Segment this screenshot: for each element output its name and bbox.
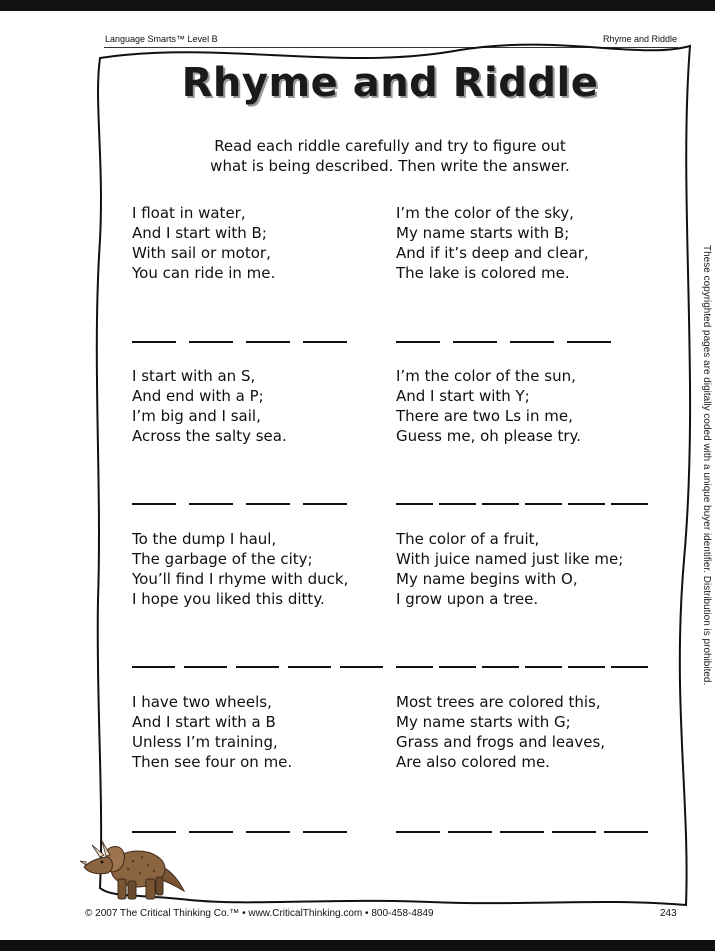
instructions-line-2: what is being described. Then write the answer. (210, 157, 570, 175)
riddle-4 (396, 366, 581, 446)
riddle-1 (132, 203, 275, 283)
riddle-5 (132, 529, 348, 609)
footer-page-number: 243 (660, 908, 677, 919)
riddle-line: I start with an S, (132, 367, 256, 385)
footer-copyright: © 2007 The Critical Thinking Co.™ • www.CriticalThinking.com • 800-458-4849 (85, 908, 434, 919)
answer-blank[interactable] (525, 503, 562, 505)
header-right-label: Rhyme and Riddle (602, 34, 677, 44)
riddle-line: There are two Ls in me, (396, 407, 573, 425)
riddle-line: To the dump I haul, (132, 530, 277, 548)
answer-blank[interactable] (439, 666, 476, 668)
answer-blank[interactable] (184, 666, 227, 668)
answer-blank[interactable] (396, 503, 433, 505)
answer-blank[interactable] (303, 831, 347, 833)
side-copyright-note (700, 245, 712, 705)
riddle-line: You can ride in me. (132, 264, 276, 282)
answer-blank[interactable] (288, 666, 331, 668)
answer-blank[interactable] (189, 503, 233, 505)
riddle-3 (132, 366, 287, 446)
answer-blank[interactable] (189, 341, 233, 343)
answer-blank[interactable] (396, 666, 433, 668)
answer-blank[interactable] (568, 666, 605, 668)
riddle-line: I’m big and I sail, (132, 407, 261, 425)
answer-blank[interactable] (396, 831, 440, 833)
riddle-line: With juice named just like me; (396, 550, 624, 568)
answer-blank[interactable] (246, 831, 290, 833)
answer-blank[interactable] (132, 503, 176, 505)
answer-blank[interactable] (611, 503, 648, 505)
riddle-line: Then see four on me. (132, 753, 293, 771)
riddle-line: I’m the color of the sky, (396, 204, 574, 222)
answer-blank[interactable] (568, 503, 605, 505)
answer-blank[interactable] (189, 831, 233, 833)
answer-blanks-4[interactable] (396, 503, 648, 505)
riddle-line: I hope you liked this ditty. (132, 590, 325, 608)
riddle-7 (132, 692, 292, 772)
answer-blanks-6[interactable] (396, 666, 648, 668)
answer-blank[interactable] (132, 341, 176, 343)
riddle-line: I grow upon a tree. (396, 590, 539, 608)
answer-blank[interactable] (236, 666, 279, 668)
answer-blank[interactable] (396, 341, 440, 343)
page-title: Rhyme and Riddle (181, 60, 599, 106)
answer-blanks-2[interactable] (396, 341, 611, 343)
answer-blank[interactable] (525, 666, 562, 668)
side-copyright-text: These copyrighted pages are digitally coded with a unique buyer identifier. Distribution is prohibited. (701, 245, 712, 686)
answer-blank[interactable] (611, 666, 648, 668)
riddle-line: Grass and frogs and leaves, (396, 733, 606, 751)
riddle-line: I float in water, (132, 204, 246, 222)
riddle-line: And if it’s deep and clear, (396, 244, 589, 262)
bottom-border-bar (0, 940, 715, 951)
riddle-line: And I start with Y; (396, 387, 530, 405)
answer-blank[interactable] (246, 341, 290, 343)
riddle-line: And I start with B; (132, 224, 267, 242)
triceratops-icon (78, 835, 188, 905)
header-left-label: Language Smarts™ Level B (105, 34, 218, 44)
answer-blank[interactable] (453, 341, 497, 343)
riddle-line: Guess me, oh please try. (396, 427, 582, 445)
instructions (150, 136, 630, 176)
riddle-line: With sail or motor, (132, 244, 271, 262)
answer-blanks-7[interactable] (132, 831, 347, 833)
answer-blank[interactable] (132, 831, 176, 833)
answer-blank[interactable] (132, 666, 175, 668)
answer-blank[interactable] (482, 666, 519, 668)
answer-blanks-3[interactable] (132, 503, 347, 505)
answer-blank[interactable] (552, 831, 596, 833)
answer-blank[interactable] (303, 503, 347, 505)
answer-blank[interactable] (439, 503, 476, 505)
riddle-line: Across the salty sea. (132, 427, 287, 445)
answer-blank[interactable] (340, 666, 383, 668)
riddle-8 (396, 692, 605, 772)
riddle-line: And I start with a B (132, 713, 276, 731)
riddle-line: My name starts with B; (396, 224, 570, 242)
riddle-line: The garbage of the city; (132, 550, 313, 568)
riddle-line: Are also colored me. (396, 753, 550, 771)
answer-blanks-1[interactable] (132, 341, 347, 343)
riddle-line: Most trees are colored this, (396, 693, 601, 711)
instructions-line-1: Read each riddle carefully and try to figure out (214, 137, 566, 155)
answer-blank[interactable] (510, 341, 554, 343)
answer-blank[interactable] (303, 341, 347, 343)
answer-blank[interactable] (604, 831, 648, 833)
answer-blanks-5[interactable] (132, 666, 383, 668)
riddle-2 (396, 203, 589, 283)
riddle-line: I have two wheels, (132, 693, 272, 711)
riddle-line: The lake is colored me. (396, 264, 570, 282)
answer-blank[interactable] (500, 831, 544, 833)
answer-blank[interactable] (567, 341, 611, 343)
answer-blanks-8[interactable] (396, 831, 648, 833)
answer-blank[interactable] (482, 503, 519, 505)
riddle-line: My name starts with G; (396, 713, 571, 731)
riddle-line: I’m the color of the sun, (396, 367, 576, 385)
riddle-6 (396, 529, 623, 609)
answer-blank[interactable] (246, 503, 290, 505)
riddle-line: The color of a fruit, (396, 530, 540, 548)
answer-blank[interactable] (448, 831, 492, 833)
riddle-line: You’ll find I rhyme with duck, (132, 570, 349, 588)
riddle-line: And end with a P; (132, 387, 264, 405)
riddle-line: Unless I’m training, (132, 733, 278, 751)
riddle-line: My name begins with O, (396, 570, 578, 588)
